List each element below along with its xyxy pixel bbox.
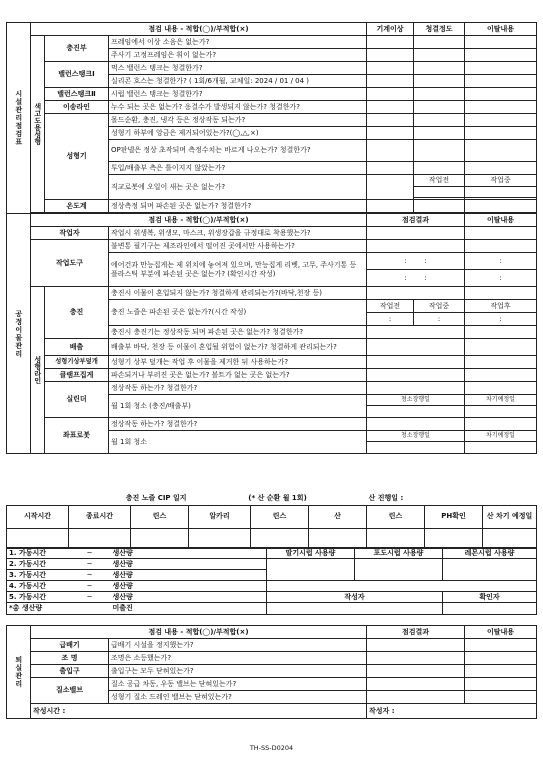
result-cell[interactable] bbox=[367, 227, 465, 240]
prod-qty: 생산량 bbox=[111, 581, 161, 592]
clean-cell[interactable] bbox=[414, 36, 465, 49]
colon: : bbox=[404, 256, 407, 265]
facility-header-abnormal: 기계이상 bbox=[367, 23, 414, 36]
special-cell[interactable] bbox=[465, 665, 537, 678]
time-label-before: 작업전 bbox=[367, 300, 414, 313]
result-cell[interactable] bbox=[367, 652, 465, 665]
prod-value[interactable] bbox=[161, 581, 267, 592]
special-cell[interactable] bbox=[465, 227, 537, 240]
row-name: 클램프집게 bbox=[45, 369, 109, 382]
check-item: 누수 되는 곳은 없는가? 응결수가 발생되지 않는가? 청결한가? bbox=[109, 101, 367, 114]
special-cell[interactable] bbox=[465, 678, 537, 691]
special-cell[interactable] bbox=[465, 418, 537, 431]
special-cell[interactable] bbox=[465, 36, 537, 49]
check-item: 정상작동 하는가? 청결한가? bbox=[109, 382, 367, 395]
check-item: 프레임에서 이상 소음은 없는가? bbox=[109, 36, 367, 49]
special-cell[interactable] bbox=[465, 639, 537, 652]
special-cell[interactable] bbox=[465, 62, 537, 75]
check-item: 월 1회 청소 bbox=[109, 431, 367, 454]
check-item: 불변통 필기구는 제조라인에서 떨어진 곳에서만 사용하는가? bbox=[109, 240, 367, 253]
check-item: OP판넬은 정상 초작되며 측정수치는 바르게 나오는가? 청결한가? bbox=[109, 140, 367, 162]
shutdown-writer-label: 작성자 : bbox=[367, 704, 537, 719]
abnormal-cell[interactable] bbox=[367, 162, 414, 175]
time-slot[interactable] bbox=[465, 270, 537, 287]
abnormal-cell[interactable] bbox=[367, 114, 414, 127]
special-cell[interactable] bbox=[465, 49, 537, 62]
check-item: 성형기 질소 드레인 밸브는 닫혀있는가? bbox=[109, 691, 367, 704]
work-before-cell[interactable] bbox=[414, 187, 465, 198]
time-slot[interactable] bbox=[465, 313, 537, 326]
cip-date-label: 산 진행일 : bbox=[368, 494, 404, 502]
result-cell[interactable] bbox=[367, 339, 465, 356]
prod-dash: ~ bbox=[69, 592, 111, 603]
work-during-label: 작업중 bbox=[465, 175, 537, 187]
abnormal-cell[interactable] bbox=[367, 88, 414, 101]
result-cell[interactable] bbox=[367, 418, 465, 431]
cip-cell[interactable] bbox=[251, 528, 309, 548]
row-name: 좌표로봇 bbox=[45, 418, 109, 454]
prod-dash: ~ bbox=[69, 548, 111, 559]
prod-value[interactable] bbox=[161, 548, 267, 559]
check-item: 작업시 위생복, 위생모, 마스크, 위생장갑을 규정대로 착용했는가? bbox=[109, 227, 367, 240]
row-name: 작업도구 bbox=[31, 240, 109, 287]
check-item: 몰드순환, 충진, 냉각 등은 정상작동 되는가? bbox=[109, 114, 367, 127]
row-name: 밸런스탱크Ⅱ bbox=[45, 88, 109, 101]
clean-day-label: 청소장행일 bbox=[367, 395, 465, 406]
special-cell[interactable] bbox=[465, 339, 537, 356]
writer-cell[interactable] bbox=[267, 603, 443, 615]
prod-qty: 생산량 bbox=[111, 548, 161, 559]
doc-code: TH-SS-D0204 bbox=[249, 744, 294, 752]
cip-col: 린스 bbox=[251, 505, 309, 528]
row-name: 온도계 bbox=[45, 200, 109, 213]
time-slot-row bbox=[367, 270, 465, 287]
shutdown-group-label: 퇴실관리 bbox=[7, 626, 31, 719]
prod-value[interactable] bbox=[161, 559, 267, 570]
colon: : bbox=[424, 256, 427, 265]
abnormal-cell[interactable] bbox=[367, 62, 414, 75]
special-cell[interactable] bbox=[465, 88, 537, 101]
clean-cell[interactable] bbox=[414, 75, 465, 88]
result-cell[interactable] bbox=[367, 287, 465, 300]
clean-cell[interactable] bbox=[414, 49, 465, 62]
process-subgroup-label: 성형라인 bbox=[31, 287, 45, 454]
prod-label: 2. 가동시간 bbox=[7, 559, 69, 570]
check-item: 정상작동 하는가? 청결한가? bbox=[109, 418, 367, 431]
blank-area bbox=[267, 581, 537, 592]
next-day-cell[interactable] bbox=[465, 406, 537, 418]
check-item: 주사기 고정프레임은 휘이 없는가? bbox=[109, 49, 367, 62]
result-cell[interactable] bbox=[367, 356, 465, 369]
time-slot[interactable] bbox=[367, 313, 414, 326]
special-cell[interactable] bbox=[465, 326, 537, 339]
shutdown-header-result: 점검결과 bbox=[367, 626, 465, 639]
defect-label: 미출진 bbox=[111, 603, 161, 615]
special-cell[interactable] bbox=[465, 382, 537, 395]
prod-qty: 생산량 bbox=[111, 559, 161, 570]
syrup-value[interactable] bbox=[443, 559, 537, 581]
colon: : bbox=[404, 273, 407, 282]
result-cell[interactable] bbox=[367, 326, 465, 339]
abnormal-cell[interactable] bbox=[367, 127, 414, 140]
special-cell[interactable] bbox=[465, 127, 537, 140]
process-header-result: 점검결과 bbox=[367, 214, 465, 227]
clean-cell[interactable] bbox=[414, 101, 465, 114]
syrup-label: 딸기시럽 사용량 bbox=[267, 548, 355, 559]
cip-cell[interactable] bbox=[367, 528, 425, 548]
row-name: 밸런스탱크Ⅰ bbox=[45, 62, 109, 88]
special-cell[interactable] bbox=[465, 652, 537, 665]
checker-label: 확인자 bbox=[443, 592, 537, 603]
special-cell[interactable] bbox=[465, 356, 537, 369]
check-item: 시럽 밸런스 탱크는 청결한가? bbox=[109, 88, 367, 101]
check-item: 충진시 충진기는 정상작동 되며 파손된 곳은 없는가? 청결한가? bbox=[109, 326, 367, 339]
clean-day-cell[interactable] bbox=[367, 406, 465, 418]
check-item: 투입/배출부 측은 틀이지지 않았는가? bbox=[109, 162, 367, 175]
colon: : bbox=[424, 273, 427, 282]
special-cell[interactable] bbox=[465, 200, 537, 213]
special-cell[interactable] bbox=[465, 287, 537, 300]
cip-cell[interactable] bbox=[425, 528, 483, 548]
cip-cell[interactable] bbox=[131, 528, 189, 548]
check-item: 월 1회 청소 (충진/배출부) bbox=[109, 395, 367, 418]
colon: : bbox=[388, 314, 392, 323]
write-time-label: 작성시간 : bbox=[31, 704, 367, 719]
row-name: 작업자 bbox=[31, 227, 109, 240]
facility-group-label: 시설관리점검표 bbox=[7, 23, 31, 214]
next-day-cell[interactable] bbox=[465, 442, 537, 454]
total-label: *총 생산량 bbox=[7, 603, 69, 615]
row-name: 충진부 bbox=[45, 36, 109, 62]
time-slot[interactable] bbox=[465, 253, 537, 270]
prod-label: 1. 가동시간 bbox=[7, 548, 69, 559]
row-name: 이송라인 bbox=[45, 101, 109, 114]
process-header-content: 점검 내용 - 적합(◯)/부적합(×) bbox=[31, 214, 367, 227]
cip-col: 알카리 bbox=[189, 505, 251, 528]
row-name: 충진 bbox=[45, 287, 109, 339]
special-cell[interactable] bbox=[465, 691, 537, 704]
result-cell[interactable] bbox=[367, 240, 465, 253]
cip-col: 산 bbox=[309, 505, 367, 528]
abnormal-cell[interactable] bbox=[367, 49, 414, 62]
facility-header-content: 점검 내용 - 적합(◯)/부적합(×) bbox=[31, 23, 367, 36]
check-item: 충진시 이물이 혼입되지 않는가? 청결하게 관리되는가?(바닥,천장 등) bbox=[109, 287, 367, 300]
prod-dash: ~ bbox=[69, 559, 111, 570]
check-item: 파손되거나 부러진 곳은 없는가? 볼트가 없는 곳은 없는가? bbox=[109, 369, 367, 382]
check-item: 조명은 소등했는가? bbox=[109, 652, 367, 665]
check-item: 먹스 밸런스 탱크는 청결한가? bbox=[109, 62, 367, 75]
result-cell[interactable] bbox=[367, 382, 465, 395]
time-slot-row bbox=[367, 253, 465, 270]
cip-col: 린스 bbox=[367, 505, 425, 528]
clean-cell[interactable] bbox=[414, 127, 465, 140]
work-before-label: 작업전 bbox=[414, 175, 465, 187]
syrup-label: 레몬시럽 사용량 bbox=[443, 548, 537, 559]
clean-day-cell[interactable] bbox=[367, 442, 465, 454]
syrup-label: 포도시럽 사용량 bbox=[355, 548, 443, 559]
cip-cell[interactable] bbox=[189, 528, 251, 548]
clean-cell[interactable] bbox=[414, 114, 465, 127]
process-header-special: 이탈내용 bbox=[465, 214, 537, 227]
time-label-during: 작업중 bbox=[414, 300, 465, 313]
row-name: 조 명 bbox=[31, 652, 109, 665]
row-name: 출입구 bbox=[31, 665, 109, 678]
check-item: 에어건과 만능집게는 제 위치에 놓여져 있으며, 만능집게 리벳, 고무, 주사기통 등 플라스틱 부분에 파손된 곳은 없는가? (확인시간 작성) bbox=[109, 253, 367, 287]
clean-cell[interactable] bbox=[414, 88, 465, 101]
abnormal-cell[interactable] bbox=[367, 75, 414, 88]
cip-col: 종료시간 bbox=[69, 505, 131, 528]
row-name: 급배기 bbox=[31, 639, 109, 652]
row-name: 질소밸브 bbox=[31, 678, 109, 704]
row-name: 실린더 bbox=[45, 382, 109, 418]
special-cell[interactable] bbox=[465, 114, 537, 127]
total-value[interactable] bbox=[161, 603, 267, 615]
inspection-sheet bbox=[6, 22, 537, 454]
clean-cell[interactable] bbox=[414, 62, 465, 75]
next-day-label: 차기예정일 bbox=[465, 395, 537, 406]
work-during-cell[interactable] bbox=[465, 187, 537, 198]
special-cell[interactable] bbox=[465, 162, 537, 175]
clean-cell[interactable] bbox=[414, 140, 465, 162]
colon: : bbox=[437, 314, 441, 323]
prod-qty: 생산량 bbox=[111, 570, 161, 581]
time-label-after: 작업후 bbox=[465, 300, 537, 313]
check-item: 질소 공급 차동, 우동 밸브는 닫혀있는가? bbox=[109, 678, 367, 691]
cip-cell[interactable] bbox=[7, 528, 69, 548]
abnormal-cell[interactable] bbox=[367, 36, 414, 49]
result-cell[interactable] bbox=[367, 678, 465, 691]
checker-cell[interactable] bbox=[443, 603, 537, 615]
writer-label: 작성자 bbox=[267, 592, 443, 603]
facility-header-special: 이탈내용 bbox=[465, 23, 537, 36]
row-name: 성형기상부덮개 bbox=[45, 356, 109, 369]
special-cell[interactable] bbox=[465, 101, 537, 114]
next-day-label: 차기예정일 bbox=[465, 431, 537, 442]
cip-note: (* 산 순환 월 1회) bbox=[248, 494, 307, 502]
cip-col: PH확인 bbox=[425, 505, 483, 528]
check-item: 정상측정 되며 파손된 곳은 없는가? 청결한가? bbox=[109, 200, 367, 213]
result-cell[interactable] bbox=[367, 665, 465, 678]
cip-cell[interactable] bbox=[69, 528, 131, 548]
check-item: 성형기 하부에 앙금은 제거되어있는가?(◯,△,×) bbox=[109, 127, 367, 140]
production-log bbox=[6, 547, 537, 615]
cip-col: 시작시간 bbox=[7, 505, 69, 528]
cip-cell[interactable] bbox=[309, 528, 367, 548]
prod-qty: 생산량 bbox=[111, 592, 161, 603]
special-cell[interactable] bbox=[465, 369, 537, 382]
check-item: 실리콘 호스는 청결한가? ( 1회/6개월, 교체일: 2024 / 01 / 04 ) bbox=[109, 75, 367, 88]
clean-day-label: 청소장행일 bbox=[367, 431, 465, 442]
cip-col: 산 차기 예정일 bbox=[483, 505, 537, 528]
facility-header-clean: 청결정도 bbox=[414, 23, 465, 36]
abnormal-cell[interactable] bbox=[367, 140, 414, 162]
prod-label: 4. 가동시간 bbox=[7, 581, 69, 592]
check-item: 직교로봇에 오일이 새는 곳은 없는가? bbox=[109, 175, 367, 200]
abnormal-cell[interactable] bbox=[367, 175, 414, 200]
clean-cell[interactable] bbox=[414, 200, 465, 213]
abnormal-cell[interactable] bbox=[367, 101, 414, 114]
abnormal-cell[interactable] bbox=[367, 200, 414, 213]
row-name: 배출 bbox=[45, 339, 109, 356]
facility-subgroup-label: 색고도용성형 bbox=[31, 36, 45, 213]
cip-col: 린스 bbox=[131, 505, 189, 528]
syrup-value[interactable] bbox=[355, 559, 443, 581]
clean-cell[interactable] bbox=[414, 162, 465, 175]
colon: : bbox=[499, 314, 502, 323]
cip-cell[interactable] bbox=[483, 528, 537, 548]
shutdown-check bbox=[6, 625, 537, 719]
check-item: 성형기 상부 덮개는 작업 후 이물을 제거한 뒤 사용하는가? bbox=[109, 356, 367, 369]
cip-title: 충진 노즐 CIP 일지 bbox=[125, 494, 187, 502]
special-cell[interactable] bbox=[465, 140, 537, 162]
syrup-value[interactable] bbox=[267, 559, 355, 581]
shutdown-header-special: 이탈내용 bbox=[465, 626, 537, 639]
check-item: 배출부 바닥, 천장 등 이물이 혼입될 위험이 없는가? 청결하게 관리되는가? bbox=[109, 339, 367, 356]
prod-value[interactable] bbox=[161, 570, 267, 581]
prod-dash: ~ bbox=[69, 570, 111, 581]
cip-log bbox=[6, 492, 537, 549]
row-name: 성형기 bbox=[45, 114, 109, 200]
prod-dash: ~ bbox=[69, 581, 111, 592]
shutdown-header-content: 점검 내용 - 적합(◯)/부적합(×) bbox=[31, 626, 367, 639]
prod-label: 5. 가동시간 bbox=[7, 592, 69, 603]
time-slot[interactable] bbox=[414, 313, 465, 326]
prod-value[interactable] bbox=[161, 592, 267, 603]
result-cell[interactable] bbox=[367, 639, 465, 652]
special-cell[interactable] bbox=[465, 75, 537, 88]
check-item: 급배기 시설을 정지했는가? bbox=[109, 639, 367, 652]
colon: : bbox=[499, 273, 502, 282]
result-cell[interactable] bbox=[367, 691, 465, 704]
check-item: 충진 노즐은 파손된 곳은 없는가?(시간 작성) bbox=[109, 300, 367, 326]
process-group-label: 공정이물관리 bbox=[7, 214, 31, 454]
prod-label: 3. 가동시간 bbox=[7, 570, 69, 581]
colon: : bbox=[499, 256, 502, 265]
result-cell[interactable] bbox=[367, 369, 465, 382]
check-item: 출입구는 모두 닫혀있는가? bbox=[109, 665, 367, 678]
special-cell[interactable] bbox=[465, 240, 537, 253]
